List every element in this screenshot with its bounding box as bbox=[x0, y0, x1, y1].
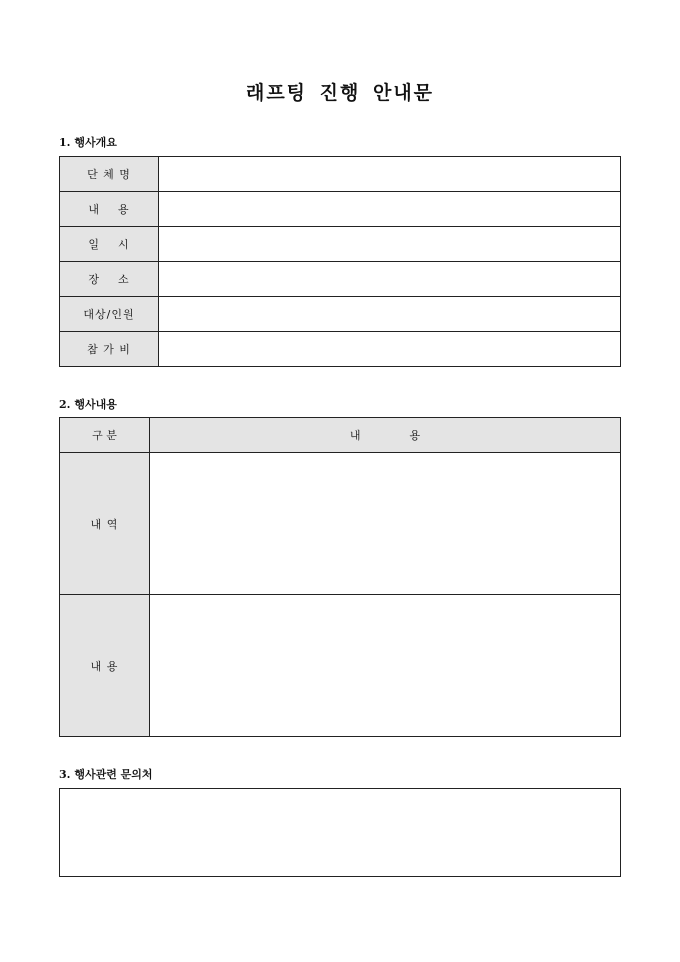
value-details[interactable] bbox=[150, 453, 621, 595]
section-heading-overview: 1. 행사개요 bbox=[59, 136, 117, 149]
table-row bbox=[60, 192, 621, 227]
table-row bbox=[60, 453, 621, 595]
value-date-time[interactable] bbox=[159, 227, 621, 262]
table-row bbox=[60, 262, 621, 297]
document-title: 래프팅 진행 안내문 bbox=[245, 82, 435, 104]
value-group-name[interactable] bbox=[159, 157, 621, 192]
table-row bbox=[60, 332, 621, 367]
label-date-time: 일 시 bbox=[60, 227, 159, 262]
section-heading-event-content: 2. 행사내용 bbox=[59, 398, 117, 411]
table-header-row bbox=[60, 418, 621, 453]
label-participation-fee: 참 가 비 bbox=[60, 332, 159, 367]
value-content[interactable] bbox=[150, 595, 621, 737]
table-row bbox=[60, 595, 621, 737]
label-group-name: 단 체 명 bbox=[60, 157, 159, 192]
table-row bbox=[60, 157, 621, 192]
value-participation-fee[interactable] bbox=[159, 332, 621, 367]
table-row bbox=[60, 297, 621, 332]
label-target-headcount: 대상/인원 bbox=[60, 297, 159, 332]
section-heading-contact: 3. 행사관련 문의처 bbox=[59, 768, 153, 781]
table-row bbox=[60, 227, 621, 262]
overview-table bbox=[59, 156, 621, 367]
value-location[interactable] bbox=[159, 262, 621, 297]
contact-box[interactable] bbox=[59, 788, 621, 877]
label-details: 내 역 bbox=[60, 453, 150, 595]
label-location: 장 소 bbox=[60, 262, 159, 297]
label-content: 내 용 bbox=[60, 595, 150, 737]
value-target-headcount[interactable] bbox=[159, 297, 621, 332]
column-header-category: 구 분 bbox=[60, 418, 150, 453]
event-content-table bbox=[59, 417, 621, 737]
column-header-content: 내 용 bbox=[150, 418, 621, 453]
value-description[interactable] bbox=[159, 192, 621, 227]
label-description: 내 용 bbox=[60, 192, 159, 227]
